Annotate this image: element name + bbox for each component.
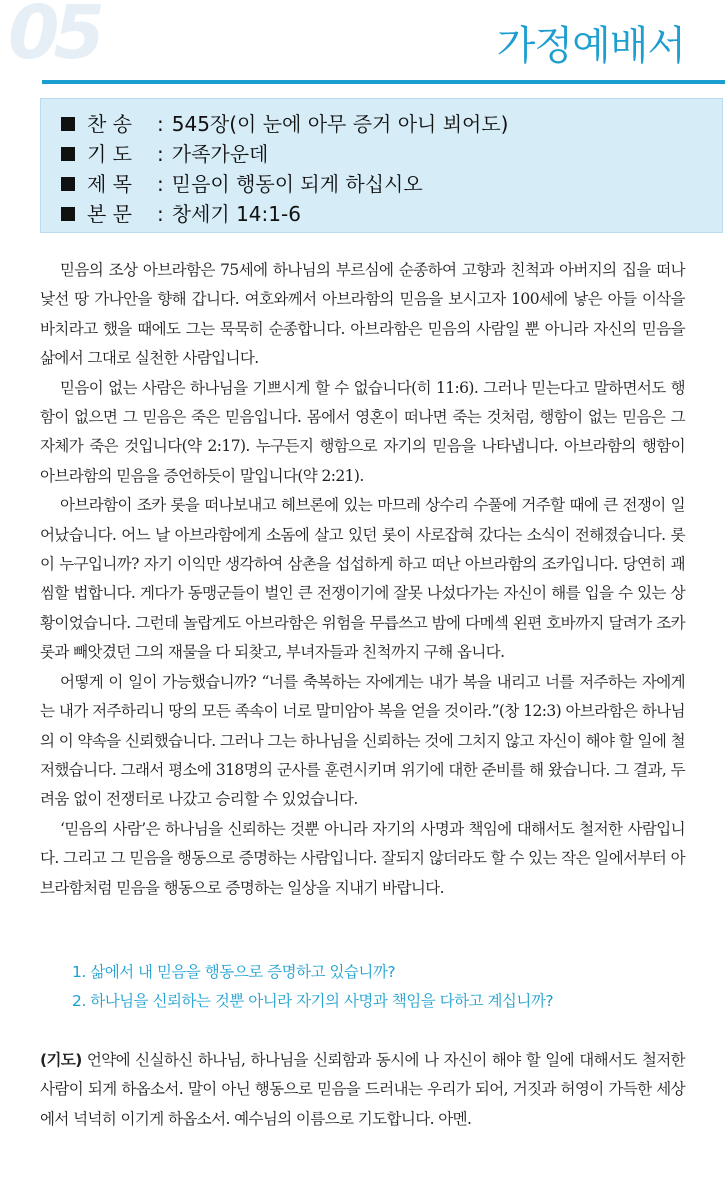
paragraph: ‘믿음의 사람’은 하나님을 신뢰하는 것뿐 아니라 자기의 사명과 책임에 대해서도 철저한 사람입니다. 그리고 그 믿음을 행동으로 증명하는 사람입니다. 잘되지 않더라도 할 수 있는 작은 일에서부터 아브라함처럼 믿음을 행동으로 증명하는 일상을 지내기 바랍니다. [40,819,685,897]
info-row-hymn [61,109,722,139]
reflection-questions [72,958,712,1016]
info-value: 믿음이 행동이 되게 하십시오 [171,172,423,196]
paragraph: 믿음의 조상 아브라함은 75세에 하나님의 부르심에 순종하여 고향과 친척과 아버지의 집을 떠나 낯선 땅 가나안을 향해 갑니다. 여호와께서 아브라함의 믿음을 보시고자 100세에 낳은 아들 이삭을 바치라고 했을 때에도 그는 묵묵히 순종합니다. 아브라함은 믿음의 사람일 뿐 아니라 자신의 믿음을 삶에서 그대로 실천한 사람입니다. [40,261,685,368]
colon: : [157,142,164,166]
info-row-prayer [61,139,722,169]
info-label: 본 문 [87,202,132,226]
paragraph: 믿음이 없는 사람은 하나님을 기쁘시게 할 수 없습니다(히 11:6). 그러나 믿는다고 말하면서도 행함이 없으면 그 믿음은 죽은 믿음입니다. 몸에서 영혼이 떠나면 죽는 것처럼, 행함이 없는 믿음은 그 자체가 죽은 것입니다(약 2:17). 누구든지 행함으로 자기의 믿음을 나타냅니다. 아브라함의 행함이 아브라함의 믿음을 증언하듯이 말입니다(약 2:21). [40,378,685,485]
colon: : [157,172,164,196]
info-label: 찬 송 [87,112,132,136]
info-box [40,98,723,233]
info-label: 기 도 [87,142,132,166]
header-rule [42,80,725,84]
paragraph: 어떻게 이 일이 가능했습니까? “너를 축복하는 자에게는 내가 복을 내리고 너를 저주하는 자에게는 내가 저주하리니 땅의 모든 족속이 너로 말미암아 복을 얻을 것이라.”(창 12:3) 아브라함은 하나님의 이 약속을 신뢰했습니다. 그러나 그는 하나님을 신뢰하는 것에 그치지 않고 자신이 해야 할 일에 철저했습니다. 그래서 평소에 318명의 군사를 훈련시키며 위기에 대한 준비를 해 왔습니다. 그 결과, 두려움 없이 전쟁터로 나갔고 승리할 수 있었습니다. [40,672,685,809]
page-title: 가정예배서 [496,23,685,69]
prayer-label: (기도) [40,1051,82,1069]
question-item: 2. 하나님을 신뢰하는 것뿐 아니라 자기의 사명과 책임을 다하고 계십니까? [72,992,554,1010]
question-item: 1. 삶에서 내 믿음을 행동으로 증명하고 있습니까? [72,963,396,981]
colon: : [157,202,164,226]
square-bullet-icon [61,177,75,191]
info-value: 가족가운데 [171,142,269,166]
info-row-scripture [61,199,722,229]
info-value: 545장(이 눈에 아무 증거 아니 뵈어도) [171,112,509,136]
closing-prayer [40,1046,685,1134]
square-bullet-icon [61,207,75,221]
prayer-text: 언약에 신실하신 하나님, 하나님을 신뢰함과 동시에 나 자신이 해야 할 일에 대해서도 철저한 사람이 되게 하옵소서. 말이 아닌 행동으로 믿음을 드러내는 우리가 되어, 거짓과 허영이 가득한 세상에서 넉넉히 이기게 하옵소서. 예수님의 이름으로 기도합니다. 아멘. [40,1051,685,1128]
square-bullet-icon [61,147,75,161]
colon: : [157,112,164,136]
page-number: 05 [8,0,99,76]
info-value: 창세기 14:1-6 [171,202,301,226]
sermon-body [40,256,685,903]
paragraph: 아브라함이 조카 롯을 떠나보내고 헤브론에 있는 마므레 상수리 수풀에 거주할 때에 큰 전쟁이 일어났습니다. 어느 날 아브라함에게 소돔에 살고 있던 롯이 사로잡혀 갔다는 소식이 전해졌습니다. 롯이 누구입니까? 자기 이익만 생각하여 삼촌을 섭섭하게 하고 떠난 아브라함의 조카입니다. 당연히 괘씸할 법합니다. 게다가 동맹군들이 벌인 큰 전쟁이기에 잘못 나섰다가는 자신이 해를 입을 수 있는 상황이었습니다. 그런데 놀랍게도 아브라함은 위험을 무릅쓰고 밤에 다메섹 왼편 호바까지 달려가 조카 롯과 빼앗겼던 그의 재물을 다 되찾고, 부녀자들과 친척까지 구해 옵니다. [40,496,685,662]
square-bullet-icon [61,117,75,131]
info-label: 제 목 [87,172,132,196]
info-row-title [61,169,722,199]
